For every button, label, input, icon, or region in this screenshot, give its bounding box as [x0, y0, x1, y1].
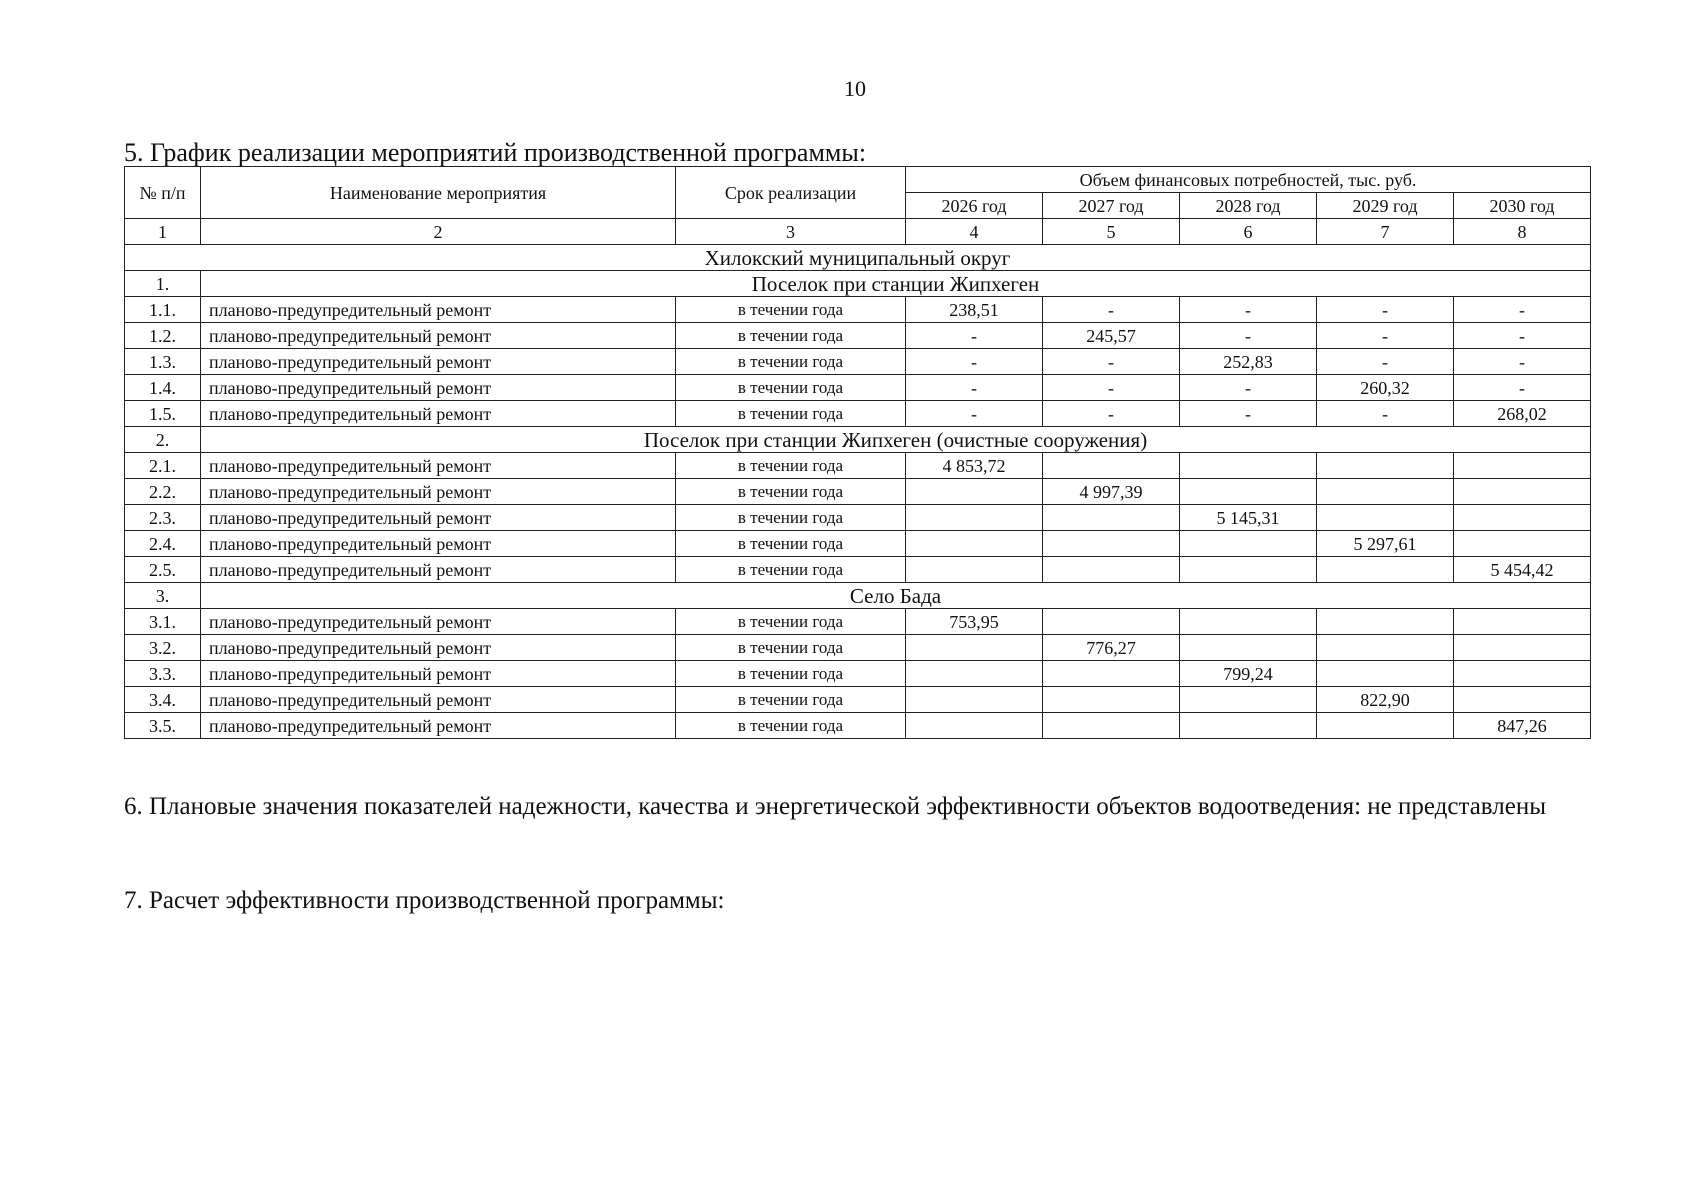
header-row-1 — [125, 167, 1591, 193]
value-cell-year-1 — [906, 687, 1043, 713]
activity-term: в течении года — [676, 531, 906, 557]
value-cell-year-2 — [1043, 609, 1180, 635]
group-number: 1. — [125, 271, 201, 297]
value-cell-year-1 — [906, 635, 1043, 661]
header-year-2: 2027 год — [1043, 193, 1180, 219]
value-cell-year-3: - — [1180, 297, 1317, 323]
row-number: 3.1. — [125, 609, 201, 635]
row-number: 1.1. — [125, 297, 201, 323]
table-row — [125, 375, 1591, 401]
value-cell-year-1 — [906, 531, 1043, 557]
value-cell-year-2 — [1043, 661, 1180, 687]
value-cell-year-4: - — [1317, 297, 1454, 323]
value-cell-year-3 — [1180, 557, 1317, 583]
column-number-4: 4 — [906, 219, 1043, 245]
activity-name: планово-предупредительный ремонт — [201, 609, 676, 635]
value-cell-year-3 — [1180, 479, 1317, 505]
value-cell-year-5 — [1454, 531, 1591, 557]
row-number: 3.3. — [125, 661, 201, 687]
row-number: 2.3. — [125, 505, 201, 531]
activity-name: планово-предупредительный ремонт — [201, 713, 676, 739]
table-row — [125, 531, 1591, 557]
table-row — [125, 557, 1591, 583]
implementation-schedule-table — [124, 166, 1591, 739]
column-number-7: 7 — [1317, 219, 1454, 245]
value-cell-year-2 — [1043, 557, 1180, 583]
value-cell-year-1: 238,51 — [906, 297, 1043, 323]
row-number: 2.1. — [125, 453, 201, 479]
row-number: 3.4. — [125, 687, 201, 713]
value-cell-year-5 — [1454, 453, 1591, 479]
value-cell-year-4: - — [1317, 349, 1454, 375]
value-cell-year-2: - — [1043, 297, 1180, 323]
value-cell-year-3: 252,83 — [1180, 349, 1317, 375]
activity-name: планово-предупредительный ремонт — [201, 531, 676, 557]
value-cell-year-5 — [1454, 661, 1591, 687]
table-row — [125, 453, 1591, 479]
value-cell-year-5 — [1454, 687, 1591, 713]
activity-name: планово-предупредительный ремонт — [201, 297, 676, 323]
value-cell-year-4: 5 297,61 — [1317, 531, 1454, 557]
activity-name: планово-предупредительный ремонт — [201, 401, 676, 427]
row-number: 1.5. — [125, 401, 201, 427]
value-cell-year-5 — [1454, 609, 1591, 635]
value-cell-year-1: - — [906, 401, 1043, 427]
column-numbers-row — [125, 219, 1591, 245]
table-row — [125, 687, 1591, 713]
value-cell-year-3: - — [1180, 375, 1317, 401]
header-year-1: 2026 год — [906, 193, 1043, 219]
column-number-5: 5 — [1043, 219, 1180, 245]
value-cell-year-5 — [1454, 635, 1591, 661]
value-cell-year-4 — [1317, 505, 1454, 531]
row-number: 1.2. — [125, 323, 201, 349]
value-cell-year-3: - — [1180, 323, 1317, 349]
activity-term: в течении года — [676, 661, 906, 687]
value-cell-year-3: 5 145,31 — [1180, 505, 1317, 531]
activity-name: планово-предупредительный ремонт — [201, 687, 676, 713]
value-cell-year-4 — [1317, 609, 1454, 635]
region-row — [125, 245, 1591, 271]
value-cell-year-3: - — [1180, 401, 1317, 427]
value-cell-year-5: - — [1454, 323, 1591, 349]
activity-name: планово-предупредительный ремонт — [201, 557, 676, 583]
value-cell-year-5: 5 454,42 — [1454, 557, 1591, 583]
header-year-3: 2028 год — [1180, 193, 1317, 219]
section-5-title: 5. График реализации мероприятий производственной программы: — [124, 138, 867, 167]
activity-term: в течении года — [676, 297, 906, 323]
table-row — [125, 349, 1591, 375]
row-number: 3.2. — [125, 635, 201, 661]
activity-term: в течении года — [676, 609, 906, 635]
table-row — [125, 401, 1591, 427]
value-cell-year-4: 822,90 — [1317, 687, 1454, 713]
group-number: 2. — [125, 427, 201, 453]
table-row — [125, 661, 1591, 687]
table-row — [125, 713, 1591, 739]
header-num: № п/п — [125, 167, 201, 219]
region-title: Хилокский муниципальный округ — [125, 245, 1591, 271]
activity-name: планово-предупредительный ремонт — [201, 661, 676, 687]
activity-term: в течении года — [676, 479, 906, 505]
column-number-1: 1 — [125, 219, 201, 245]
activity-name: планово-предупредительный ремонт — [201, 323, 676, 349]
value-cell-year-5: - — [1454, 349, 1591, 375]
table-row — [125, 479, 1591, 505]
column-number-8: 8 — [1454, 219, 1591, 245]
table-row — [125, 609, 1591, 635]
section-6-text: 6. Плановые значения показателей надежности, качества и энергетической эффективности объектов водоотведения: не представлены — [124, 793, 1547, 820]
row-number: 2.2. — [125, 479, 201, 505]
value-cell-year-3 — [1180, 713, 1317, 739]
activity-name: планово-предупредительный ремонт — [201, 453, 676, 479]
table-row — [125, 323, 1591, 349]
group-title: Село Бада — [201, 583, 1591, 609]
group-number: 3. — [125, 583, 201, 609]
value-cell-year-1: - — [906, 375, 1043, 401]
value-cell-year-4: - — [1317, 401, 1454, 427]
header-term: Срок реализации — [676, 167, 906, 219]
value-cell-year-4: - — [1317, 323, 1454, 349]
value-cell-year-4 — [1317, 479, 1454, 505]
value-cell-year-3 — [1180, 687, 1317, 713]
value-cell-year-3 — [1180, 531, 1317, 557]
group-row — [125, 583, 1591, 609]
value-cell-year-3 — [1180, 609, 1317, 635]
value-cell-year-1 — [906, 713, 1043, 739]
activity-term: в течении года — [676, 401, 906, 427]
row-number: 3.5. — [125, 713, 201, 739]
activity-name: планово-предупредительный ремонт — [201, 375, 676, 401]
group-title: Поселок при станции Жипхеген (очистные сооружения) — [201, 427, 1591, 453]
activity-term: в течении года — [676, 349, 906, 375]
group-title: Поселок при станции Жипхеген — [201, 271, 1591, 297]
value-cell-year-2: 245,57 — [1043, 323, 1180, 349]
value-cell-year-5 — [1454, 505, 1591, 531]
value-cell-year-5: - — [1454, 375, 1591, 401]
value-cell-year-2 — [1043, 453, 1180, 479]
value-cell-year-1: - — [906, 323, 1043, 349]
value-cell-year-5: - — [1454, 297, 1591, 323]
value-cell-year-1 — [906, 479, 1043, 505]
value-cell-year-3 — [1180, 453, 1317, 479]
activity-term: в течении года — [676, 323, 906, 349]
header-year-4: 2029 год — [1317, 193, 1454, 219]
value-cell-year-4 — [1317, 635, 1454, 661]
activity-name: планово-предупредительный ремонт — [201, 505, 676, 531]
activity-term: в течении года — [676, 713, 906, 739]
value-cell-year-2: - — [1043, 349, 1180, 375]
table-row — [125, 635, 1591, 661]
page-number: 10 — [844, 76, 866, 101]
activity-name: планово-предупредительный ремонт — [201, 479, 676, 505]
group-row — [125, 271, 1591, 297]
column-number-3: 3 — [676, 219, 906, 245]
activity-term: в течении года — [676, 453, 906, 479]
value-cell-year-1 — [906, 505, 1043, 531]
activity-name: планово-предупредительный ремонт — [201, 635, 676, 661]
row-number: 1.3. — [125, 349, 201, 375]
value-cell-year-1: - — [906, 349, 1043, 375]
activity-term: в течении года — [676, 505, 906, 531]
section-7-text: 7. Расчет эффективности производственной программы: — [124, 887, 725, 914]
header-name: Наименование мероприятия — [201, 167, 676, 219]
value-cell-year-1 — [906, 661, 1043, 687]
row-number: 2.5. — [125, 557, 201, 583]
value-cell-year-4 — [1317, 453, 1454, 479]
header-year-5: 2030 год — [1454, 193, 1591, 219]
value-cell-year-4 — [1317, 661, 1454, 687]
value-cell-year-4: 260,32 — [1317, 375, 1454, 401]
row-number: 2.4. — [125, 531, 201, 557]
value-cell-year-5: 847,26 — [1454, 713, 1591, 739]
value-cell-year-2 — [1043, 713, 1180, 739]
value-cell-year-2: - — [1043, 401, 1180, 427]
value-cell-year-5: 268,02 — [1454, 401, 1591, 427]
value-cell-year-4 — [1317, 557, 1454, 583]
activity-term: в течении года — [676, 687, 906, 713]
value-cell-year-2: 4 997,39 — [1043, 479, 1180, 505]
table-row — [125, 505, 1591, 531]
value-cell-year-2 — [1043, 687, 1180, 713]
activity-term: в течении года — [676, 635, 906, 661]
value-cell-year-3: 799,24 — [1180, 661, 1317, 687]
activity-name: планово-предупредительный ремонт — [201, 349, 676, 375]
table-row — [125, 297, 1591, 323]
value-cell-year-5 — [1454, 479, 1591, 505]
value-cell-year-1 — [906, 557, 1043, 583]
value-cell-year-2: 776,27 — [1043, 635, 1180, 661]
value-cell-year-1: 753,95 — [906, 609, 1043, 635]
activity-term: в течении года — [676, 557, 906, 583]
value-cell-year-2: - — [1043, 375, 1180, 401]
header-volume: Объем финансовых потребностей, тыс. руб. — [906, 167, 1591, 193]
value-cell-year-4 — [1317, 713, 1454, 739]
column-number-6: 6 — [1180, 219, 1317, 245]
group-row — [125, 427, 1591, 453]
value-cell-year-2 — [1043, 505, 1180, 531]
activity-term: в течении года — [676, 375, 906, 401]
row-number: 1.4. — [125, 375, 201, 401]
value-cell-year-2 — [1043, 531, 1180, 557]
column-number-2: 2 — [201, 219, 676, 245]
value-cell-year-3 — [1180, 635, 1317, 661]
value-cell-year-1: 4 853,72 — [906, 453, 1043, 479]
